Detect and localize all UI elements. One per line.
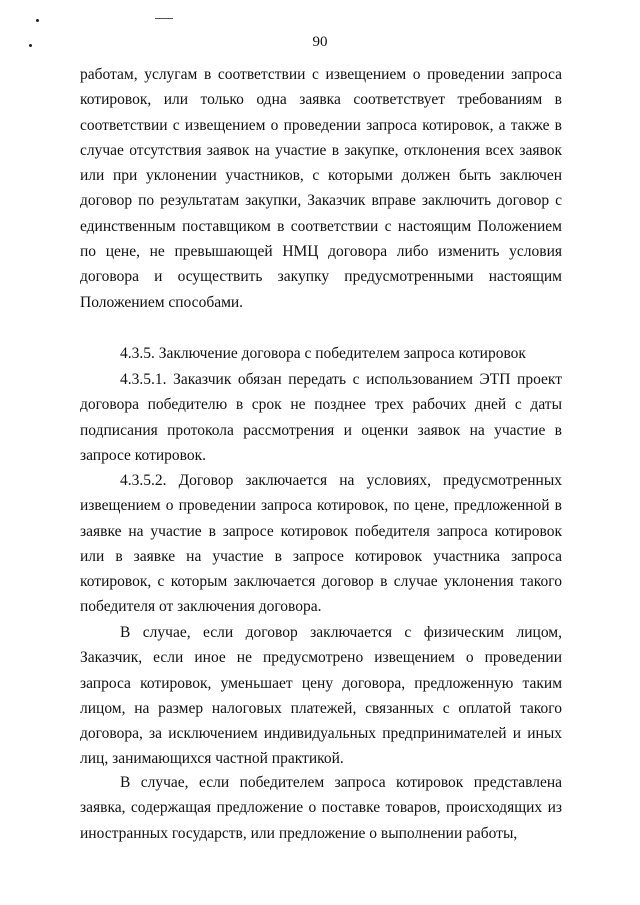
paragraph-individual-contract <box>80 620 562 772</box>
section-heading: 4.3.5. Заключение договора с победителем запроса котировок <box>120 345 526 362</box>
clause-4-3-5-1 <box>80 367 562 468</box>
paragraph-text: 4.3.5.1. Заказчик обязан передать с использованием ЭТП проект договора победителю в срок не позднее трех рабочих дней с даты подписания протокола рассмотрения и оценки заявок на участие в запросе котировок. <box>80 371 562 464</box>
scan-speck <box>36 19 39 22</box>
paragraph-text: В случае, если договор заключается с физическим лицом, Заказчик, если иное не предусмотрено извещением о проведении запроса котировок, уменьшает цену договора, предложенную таким лицом, на размер налоговых платежей, связанных с оплатой такого договора, за исключением индивидуальных предпринимателей и иных лиц, занимающихся частной практикой. <box>80 624 562 768</box>
paragraph-continuation <box>80 62 562 315</box>
scan-artifact-line <box>155 18 173 19</box>
clause-4-3-5-2 <box>80 468 562 620</box>
page-number: 90 <box>312 34 328 50</box>
paragraph-text: работам, услугам в соответствии с извещением о проведении запроса котировок, или только одна заявка соответствует требованиям в соответствии с извещением о проведении запроса котировок, а также в случае отсутствия заявок на участие в закупке, отклонения всех заявок или при уклонении участников, с которыми должен быть заключен договор по результатам закупки, Заказчик вправе заключить договор с единственным поставщиком в соответствии с настоящим Положением по цене, не превышающей НМЦ договора либо изменить условия договора и осуществить закупку предусмотренными настоящим Положением способами. <box>80 66 562 311</box>
paragraph-text: 4.3.5.2. Договор заключается на условиях, предусмотренных извещением о проведении запроса котировок, по цене, предложенной в заявке на участие в запросе котировок победителя запроса котировок или в заявке на участие в запросе котировок участника запроса котировок, с которым заключается договор в случае уклонения такого победителя от заключения договора. <box>80 472 562 616</box>
paragraph-foreign-goods <box>80 770 562 846</box>
paragraph-text: В случае, если победителем запроса котировок представлена заявка, содержащая предложение о поставке товаров, происходящих из иностранных государств, или предложение о выполнении работы, <box>80 774 562 842</box>
